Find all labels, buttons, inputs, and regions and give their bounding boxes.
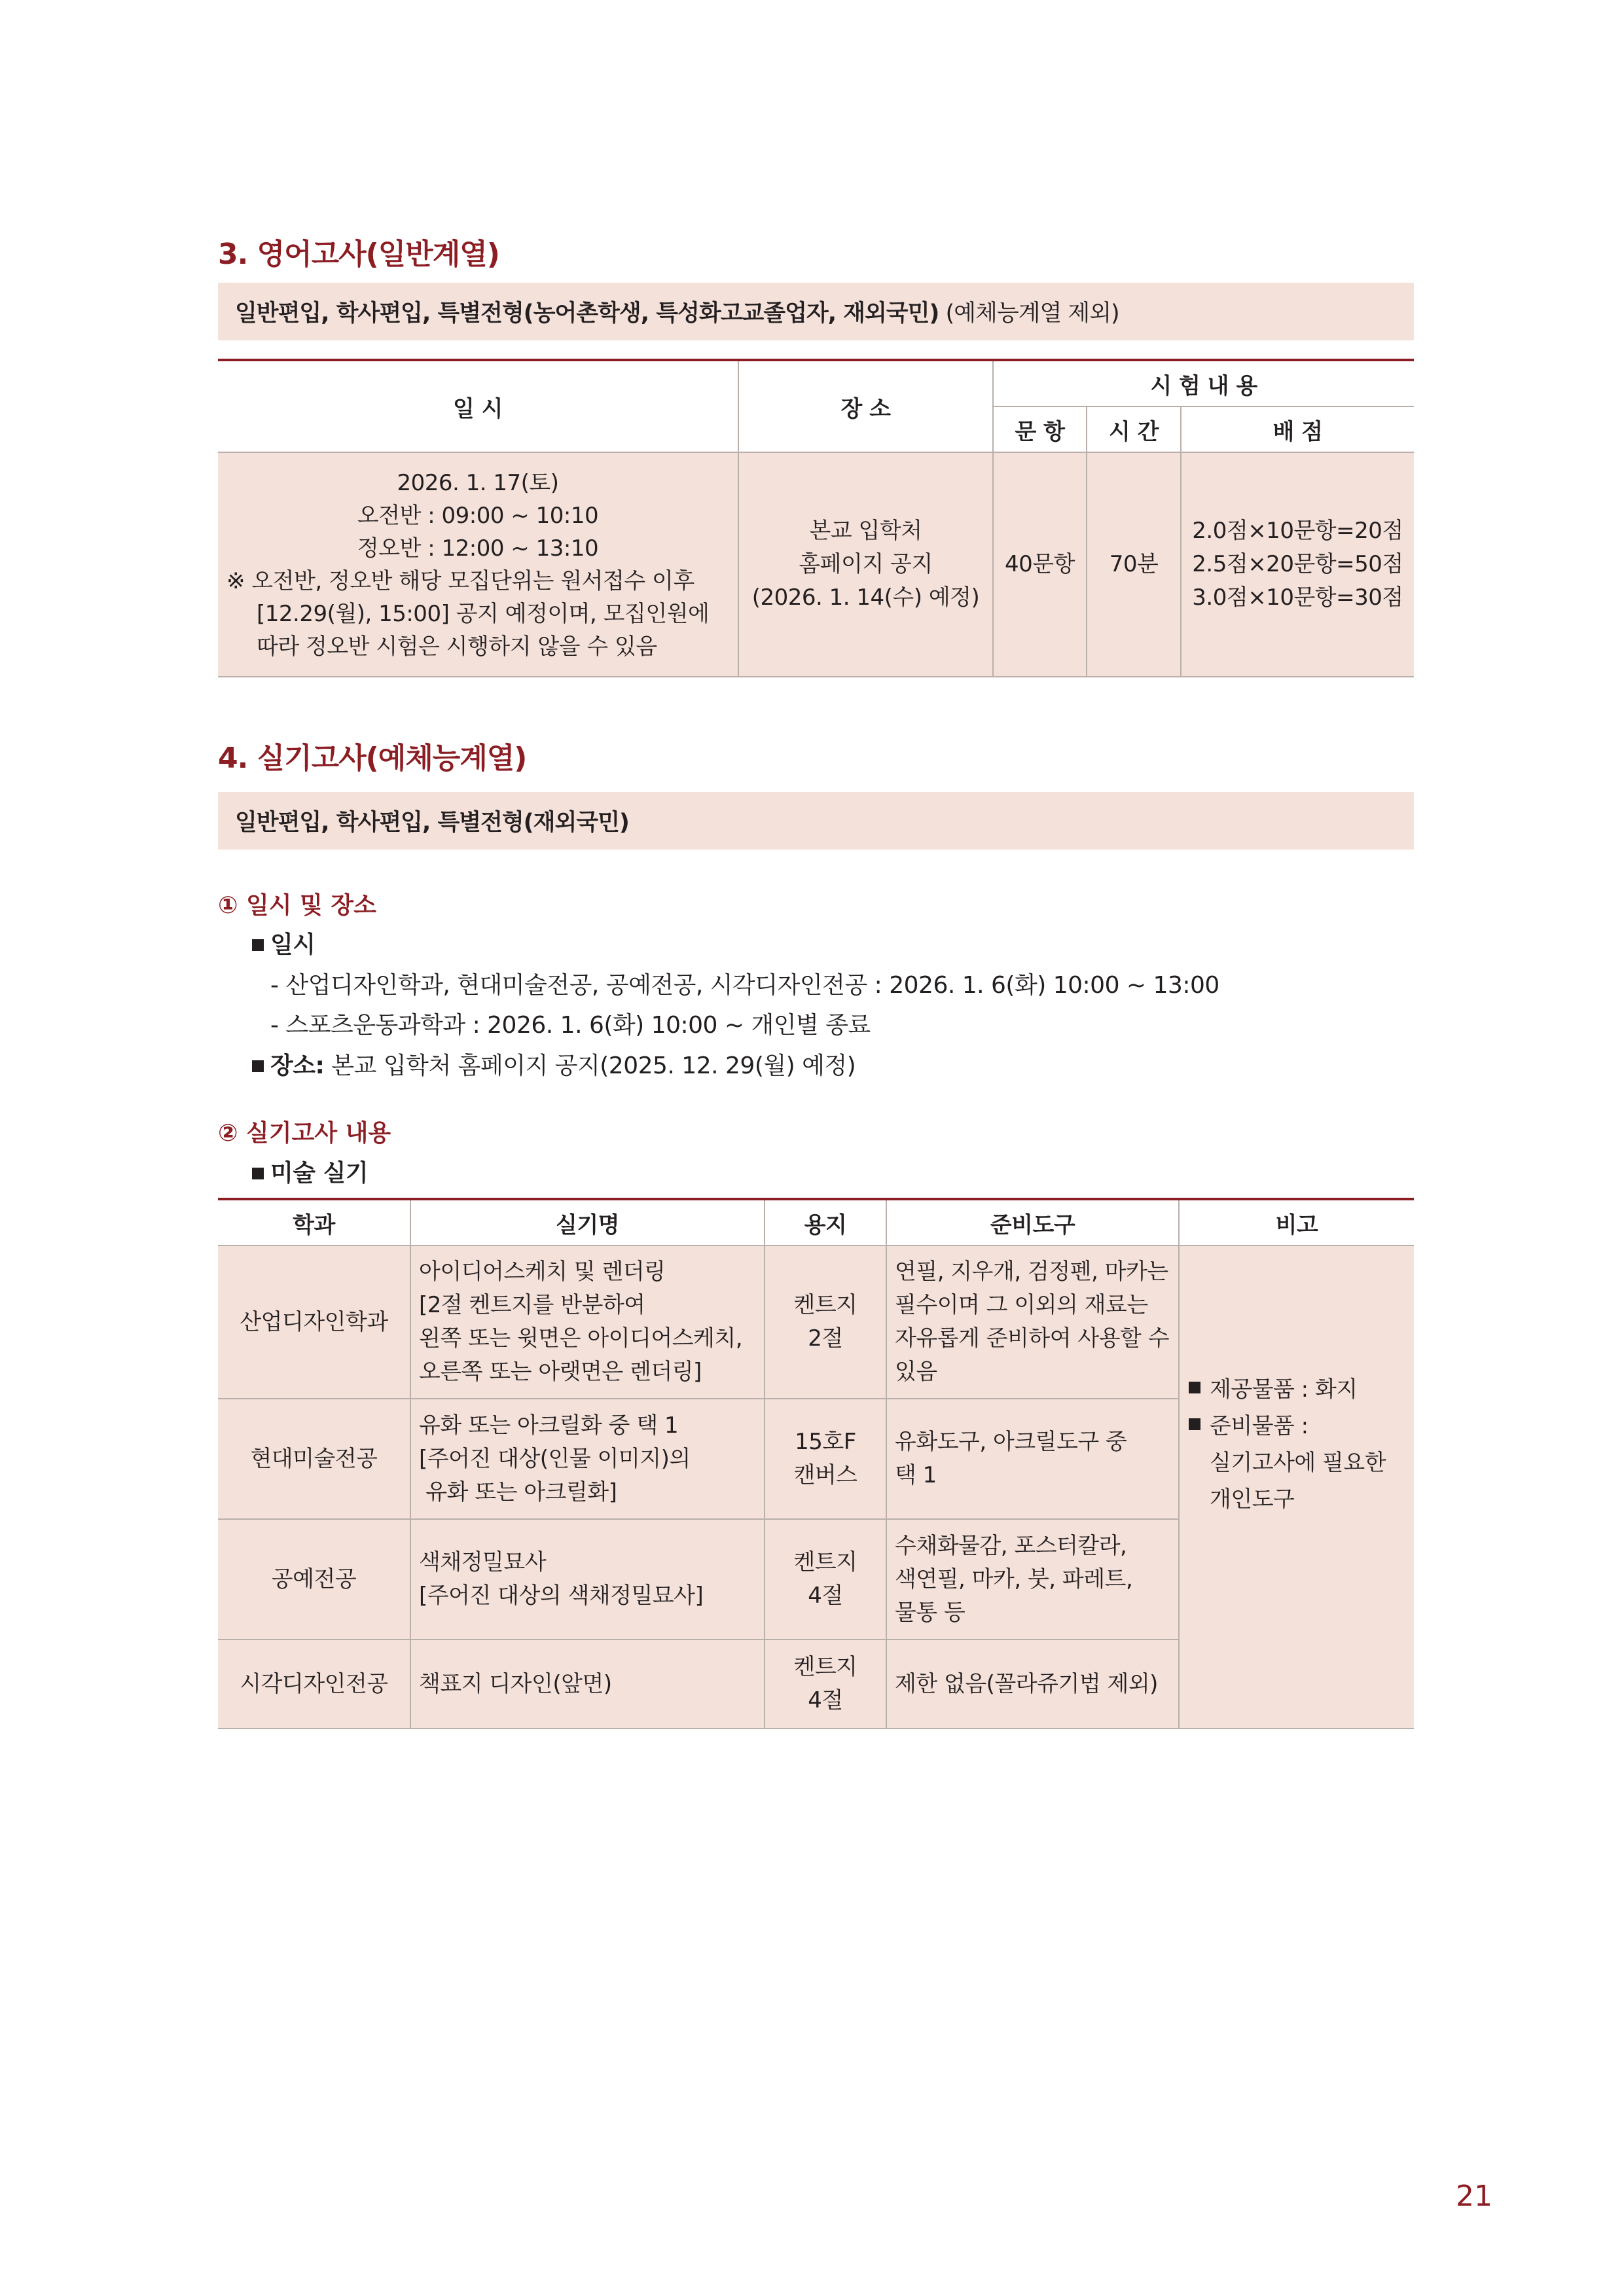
exam-date-note: [12.29(월), 15:00] 공지 예정이며, 모집인원에 <box>257 600 710 627</box>
note-item: 제공물품 : 화지 <box>1189 1371 1413 1408</box>
header-content: 시 험 내 용 <box>993 360 1414 406</box>
exam-place-cell <box>738 452 993 677</box>
dept-cell: 공예전공 <box>218 1519 410 1640</box>
note-cell <box>1179 1246 1414 1729</box>
exam-place-line: 본교 입학처 <box>809 518 922 544</box>
section3-target-rest: (예체능계열 제외) <box>939 300 1119 327</box>
square-bullet-icon <box>252 1168 264 1179</box>
exam-place-line: 홈페이지 공지 <box>799 551 933 577</box>
exam-name-cell: 아이디어스케치 및 렌더링 [2절 켄트지를 반분하여 왼쪽 또는 윗면은 아이디어스케치, 오른쪽 또는 아랫면은 렌더링] <box>410 1246 765 1399</box>
tools-cell: 유화도구, 아크릴도구 중 택 1 <box>886 1399 1179 1519</box>
place-label: 장소: <box>270 1052 325 1079</box>
exam-time-am: 오전반 : 09:00 ~ 10:10 <box>357 502 599 529</box>
paper-cell: 15호F 캔버스 <box>765 1399 886 1519</box>
exam-score-line: 2.0점×10문항=20점 <box>1192 518 1403 544</box>
date-item: - 스포츠운동과학과 : 2026. 1. 6(화) 10:00 ~ 개인별 종료 <box>270 1012 871 1039</box>
note-item: 준비물품 : <box>1189 1408 1413 1444</box>
tools-cell: 제한 없음(꼴라쥬기법 제외) <box>886 1640 1179 1729</box>
exam-date-note: ※ 오전반, 정오반 해당 모집단위는 원서접수 이후 <box>226 567 695 594</box>
header-time: 시 간 <box>1087 406 1181 452</box>
section3-target-bold: 일반편입, 학사편입, 특별전형(농어촌학생, 특성화고교졸업자, 재외국민) <box>235 300 939 327</box>
art-exam-table <box>218 1198 1414 1729</box>
date-label: 일시 <box>252 926 316 960</box>
header-exam-name: 실기명 <box>410 1199 765 1246</box>
exam-name-cell: 색채정밀묘사 [주어진 대상의 색채정밀묘사] <box>410 1519 765 1640</box>
section3-title: 3. 영어고사(일반계열) <box>218 238 499 271</box>
subsection-date-place-title: ① 일시 및 장소 <box>218 892 376 919</box>
header-paper: 용지 <box>765 1199 886 1246</box>
place-text: 본교 입학처 홈페이지 공지(2025. 12. 29(월) 예정) <box>324 1052 856 1079</box>
exam-date-cell <box>218 452 738 677</box>
exam-score-line: 3.0점×10문항=30점 <box>1192 584 1403 611</box>
note-continuation: 실기고사에 필요한 <box>1210 1450 1386 1476</box>
square-bullet-icon <box>1189 1418 1200 1430</box>
english-exam-table <box>218 359 1414 677</box>
exam-items-cell: 40문항 <box>993 452 1087 677</box>
square-bullet-icon <box>252 1060 264 1072</box>
place-line <box>252 1047 856 1081</box>
header-score: 배 점 <box>1181 406 1414 452</box>
dept-cell: 현대미술전공 <box>218 1399 410 1519</box>
header-date: 일 시 <box>218 360 738 452</box>
paper-cell: 켄트지 2절 <box>765 1246 886 1399</box>
header-dept: 학과 <box>218 1199 410 1246</box>
header-place: 장 소 <box>738 360 993 452</box>
section4-title: 4. 실기고사(예체능계열) <box>218 742 527 775</box>
table-row <box>218 1246 1414 1399</box>
date-item: - 산업디자인학과, 현대미술전공, 공예전공, 시각디자인전공 : 2026. 1. 6(화) 10:00 ~ 13:00 <box>270 972 1219 999</box>
exam-score-cell <box>1181 452 1414 677</box>
square-bullet-icon <box>252 939 264 951</box>
exam-date-line: 2026. 1. 17(토) <box>397 469 559 496</box>
tools-cell: 연필, 지우개, 검정펜, 마카는 필수이며 그 이외의 재료는 자유롭게 준비하여 사용할 수 있음 <box>886 1246 1179 1399</box>
exam-place-line: (2026. 1. 14(수) 예정) <box>751 584 980 611</box>
paper-cell: 켄트지 4절 <box>765 1640 886 1729</box>
note-continuation: 개인도구 <box>1210 1486 1295 1513</box>
header-tools: 준비도구 <box>886 1199 1179 1246</box>
paper-cell: 켄트지 4절 <box>765 1519 886 1640</box>
header-note: 비고 <box>1179 1199 1414 1246</box>
exam-date-note: 따라 정오반 시험은 시행하지 않을 수 있음 <box>257 633 657 660</box>
header-items: 문 항 <box>993 406 1087 452</box>
exam-name-cell: 책표지 디자인(앞면) <box>410 1640 765 1729</box>
subsection-content-title: ② 실기고사 내용 <box>218 1120 391 1147</box>
dept-cell: 산업디자인학과 <box>218 1246 410 1399</box>
exam-score-line: 2.5점×20문항=50점 <box>1192 551 1403 577</box>
section4-target-bar <box>218 792 1414 850</box>
section3-target-bar <box>218 283 1414 340</box>
tools-cell: 수채화물감, 포스터칼라, 색연필, 마카, 붓, 파레트, 물통 등 <box>886 1519 1179 1640</box>
art-label: 미술 실기 <box>252 1155 368 1188</box>
exam-name-cell: 유화 또는 아크릴화 중 택 1 [주어진 대상(인물 이미지)의 유화 또는 아크릴화] <box>410 1399 765 1519</box>
square-bullet-icon <box>1189 1382 1200 1393</box>
dept-cell: 시각디자인전공 <box>218 1640 410 1729</box>
page-number: 21 <box>1456 2179 1492 2213</box>
exam-time-cell: 70분 <box>1087 452 1181 677</box>
section4-target-bold: 일반편입, 학사편입, 특별전형(재외국민) <box>235 810 629 836</box>
exam-time-noon: 정오반 : 12:00 ~ 13:10 <box>357 535 599 562</box>
